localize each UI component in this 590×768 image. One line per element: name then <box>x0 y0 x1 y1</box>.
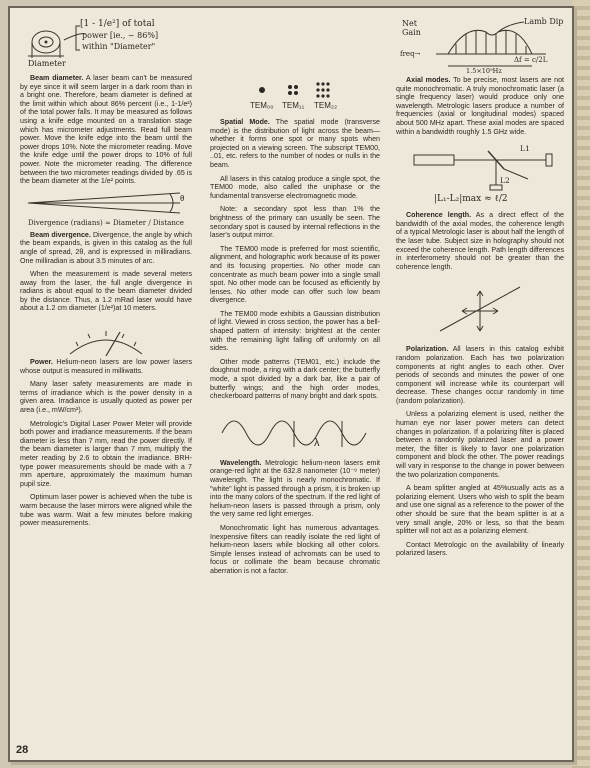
spatial-mode-paragraph-4: The TEM00 mode is preferred for most scientific, alignment, and holographic work because of its power and its focusing properties. No other mode can concentrate as much beam power into a single small spot. No other mode can be focused as efficiently by lenses. No other mode can offer such low beam divergence. <box>210 244 380 305</box>
spatial-mode-heading: Spatial Mode. <box>220 118 270 126</box>
coherence-formula: |L₁-L₂|max ≈ ℓ/2 <box>434 194 508 205</box>
polarization-heading: Polarization. <box>406 345 449 354</box>
power-meter-drawing <box>20 318 192 358</box>
diameter-formula-line3: within "Diameter" <box>82 42 156 51</box>
coherence-paragraph <box>396 211 564 271</box>
tem00-label: TEM₀₀ <box>250 101 274 110</box>
beam-diameter-paragraph <box>20 74 192 186</box>
delta-f-label: Δf = c/2L <box>514 56 548 64</box>
wavelength-figure <box>210 407 380 459</box>
divergence-theta: θ <box>180 193 185 203</box>
wavelength-heading: Wavelength. <box>220 458 262 467</box>
beam-diameter-text: A laser beam can't be measured by eye since it will seem larger in a dark room than in a bright one. Therefore, beam diameter is defined at the limit within which about 86% percent (i.e., 1-1/e²) of the total power falls. It may be measured as follows using a knife edge mounted on a translation stage which has micrometer adjustments. Read full beam power. Move the knife edge into the beam until the power drops 10%. Note the micrometer reading. Move the knife edge until the power drops to 10% of full power. Note the micrometer reading. The difference between the two micrometer readings divided by .65 is the beam diameter at the 1/e² points. <box>20 74 192 186</box>
spatial-mode-paragraph <box>210 118 380 170</box>
diameter-formula-line2: power [ie., ~ 86%] <box>82 31 159 40</box>
spatial-mode-text: The spatial mode (transverse mode) is the distribution of light across the beam—whether it forms one spot or many spots when projected on a viewing screen. The subscript TEM00, ..01, etc. refers to the number of nodes or nulls in the beam. <box>210 118 380 169</box>
polarization-figure <box>396 277 564 345</box>
polarization-paragraph <box>396 345 564 405</box>
freq-label: freq→ <box>400 50 421 58</box>
divergence-label: Divergence (radians) ≈ Diameter / Distance <box>28 218 184 227</box>
column-left <box>20 18 192 533</box>
wavelength-paragraph <box>210 459 380 519</box>
polarization-paragraph-4: Contact Metrologic on the availability of linearly polarized lasers. <box>396 540 564 558</box>
tem11-label: TEM₁₁ <box>282 101 305 110</box>
lamb-dip-label: Lamb Dip <box>524 17 564 26</box>
axial-modes-text: To be precise, most lasers are not quite monochromatic. A truly monochromatic laser (a single frequency laser) would produce only one wavelength. Metrologic lasers produce a number of frequencies (axial or longitudinal modes) spaced about 500 MHz apart. These axial modes are spaced within a bandwidth roughly 1.5 GHz wide. <box>396 76 565 136</box>
power-paragraph <box>20 358 192 375</box>
polarization-drawing <box>396 277 564 345</box>
power-paragraph-3: Metrologic's Digital Laser Power Meter will provide both power and irradiance measurements. If the beam diameter is less than 7 mm, read the power directly. If the beam diameter is larger than 7 mm, multiply the meter reading by 2.6 to obtain the irradiance. BRH-type power measurements should be made with a 7 mm aperture, approximately the maximum human pupil size. <box>20 419 192 488</box>
page-edge-strip <box>572 0 590 768</box>
column-right <box>396 18 564 563</box>
beam-divergence-paragraph <box>20 231 192 265</box>
tem-modes-figure <box>210 80 380 118</box>
diameter-formula: [1 - 1/e²] of total <box>80 19 155 29</box>
polarization-paragraph-2: Unless a polarizing element is used, neither the human eye nor laser power meters can detect changes in polarization. If a polarizing filter is placed between a randomly polarized laser and a power meter, the filter is likely to favor one polarization component and block the other. The power readings will vary in response to the change in power between the two polarization components. <box>396 410 564 479</box>
beam-divergence-text: Divergence, the angle by which the beam expands, is given in this catalog as the full angle of spread, 2θ, and is expressed in milliradians. One milliradian is about 3.5 minutes of arc. <box>20 230 192 265</box>
gain-curve-figure <box>396 18 564 76</box>
axial-modes-paragraph <box>396 76 564 136</box>
power-text: Helium-neon lasers are low power lasers whose output is measured in milliwatts. <box>20 358 192 375</box>
page-number: 28 <box>16 744 29 756</box>
beam-diameter-heading: Beam diameter. <box>30 74 84 82</box>
catalog-page <box>8 6 574 762</box>
beam-divergence-heading: Beam divergence. <box>30 230 91 239</box>
coherence-figure <box>396 141 564 211</box>
tem-modes-drawing <box>210 80 380 102</box>
beam-divergence-paragraph-2: When the measurement is made several meters away from the laser, the full angle divergence in radians is about equal to the beam diameter divided by the distance. Thus, a 1.2 mRad laser would have about a 1.2 cm diameter (1/e²)at 10 meters. <box>20 270 192 313</box>
lambda-label: λ <box>314 436 320 449</box>
divergence-figure <box>20 191 192 231</box>
l1-label: L1 <box>520 144 530 154</box>
divergence-drawing <box>20 191 192 219</box>
axial-modes-heading: Axial modes. <box>406 76 451 84</box>
coherence-heading: Coherence length. <box>406 211 472 220</box>
spacing-label: 1.5×10⁹Hz <box>466 67 502 75</box>
power-meter-figure <box>20 318 192 358</box>
beam-diameter-figure <box>20 18 192 74</box>
coherence-text: As a direct effect of the bandwidth of the axial modes, the coherence length of a typical Metrologic laser is about half the length of the laser tube. Subject size in holography should not exceed the coherence length. Path length differences in interferometry should not be greater than the coherence length. <box>396 211 564 271</box>
l2-label: L2 <box>500 176 510 186</box>
power-heading: Power. <box>30 358 53 367</box>
spatial-mode-paragraph-6: Other mode patterns (TEM01, etc.) include the doughnut mode, a ring with a dark center; the butterfly mode, a spot divided by a dark bar, like a pair of butterfly wings; and the high order modes, checkerboard patterns of many bright and dark spots. <box>210 357 380 401</box>
wavelength-drawing <box>210 407 380 459</box>
power-paragraph-4: Optimum laser power is achieved when the tube is warm because the laser mirrors were aligned while the tube was warm. Wait a few minutes before making power measurements. <box>20 493 192 528</box>
polarization-paragraph-3: A beam splitter angled at 45%usually acts as a polarizing element. Users who wish to split the beam and use one signal as a reference to the power of the other should be sure that the beam splitter is at a very small angle, 20% or less, so that the beam splitter will not act as a polarizing element. <box>396 484 564 536</box>
polarization-text: All lasers in this catalog exhibit random polarization. Each has two polarization components at right angles to each other. Over periods of seconds and minutes the power of one component will increase while its counterpart will decrease. These changes occur randomly in time (random polarization). <box>396 345 564 405</box>
diameter-label: Diameter <box>28 59 66 68</box>
spatial-mode-paragraph-2: All lasers in this catalog produce a single spot, the TEM00 mode, also called the uniphase or the fundamental transverse electromagnetic mode. <box>210 174 380 200</box>
power-paragraph-2: Many laser safety measurements are made in terms of irradiance which is the power density in a given area. Irradiance is usually quoted as power per area (i.e., mW/cm²). <box>20 380 192 415</box>
coherence-drawing <box>396 141 564 193</box>
wavelength-text: Metrologic helium-neon lasers emit orange-red light at the 632.8 nanometer (10⁻⁹ meter) wavelength. The light is nearly monochromatic. If "white" light is passed through a prism, it is broken up into the many colors of the spectrum. If the red light of helium-neon lasers is passed through a prism, only the very same red light emerges. <box>210 458 380 519</box>
tem22-label: TEM₂₂ <box>314 101 338 110</box>
spatial-mode-paragraph-3: Note: a secondary spot less than 1% the brightness of the primary can usually be seen. The secondary spot is caused by internal reflections in the laser's output mirror. <box>210 205 380 240</box>
wavelength-paragraph-2: Monochromatic light has numerous advantages. Inexpensive filters can readily isolate the red light of helium-neon lasers while blocking all other colors. Simple lenses instead of achromats can be used to focus or collimate the beam because chromatic aberration is not a factor. <box>210 523 380 575</box>
net-gain-label: Net Gain <box>402 19 421 37</box>
column-middle <box>210 18 380 581</box>
spatial-mode-paragraph-5: The TEM00 mode exhibits a Gaussian distribution of light. Viewed in cross section, the power has a bell-shaped pattern of intensity: brightest at the center with the remaining light falling off uniformly on all sides. <box>210 309 380 353</box>
